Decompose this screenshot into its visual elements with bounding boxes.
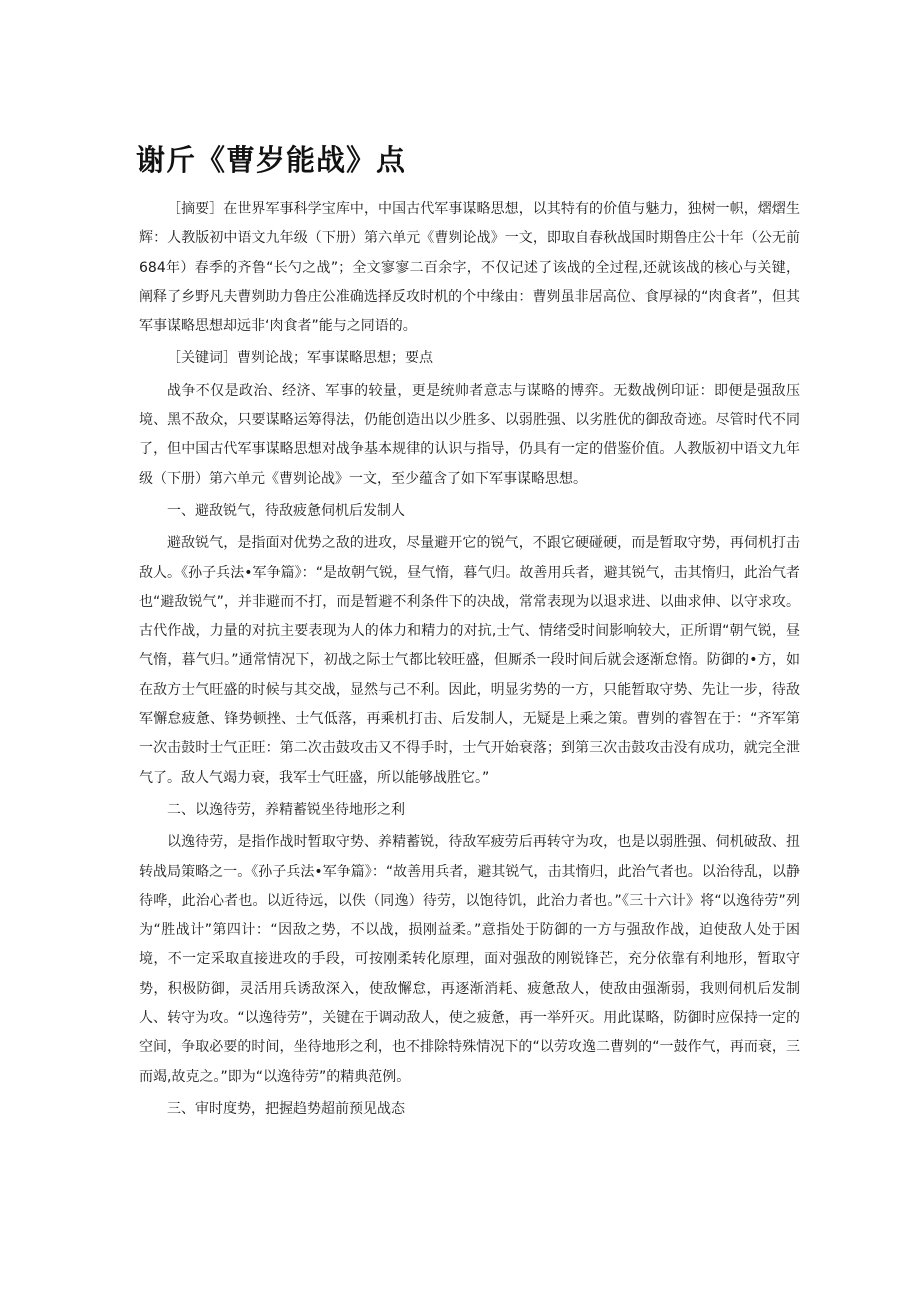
section-heading-3: 三、审时度势，把握趋势超前预见战态 xyxy=(167,1100,405,1117)
section-1-paragraph: 避敌锐气，是指面对优势之敌的进攻，尽量避开它的锐气，不跟它硬碰硬，而是暂取守势，再伺机打击敌人。《孙子兵法•军争篇》：“是故朝气锐，昼气惰，暮气归。故善用兵者，避其锐气，击其惰归，此治气者也“避敌锐气”，并非避而不打，而是暂避不利条件下的决战，常常表现为以退求进、以曲求伸、以守求攻。古代作战，力量的对抗主要表现为人的体力和精力的对抗,士气、情绪受时间影响较大，正所谓“朝气锐，昼气惰，暮气归。”通常情况下，初战之际士气都比较旺盛，但厮杀一段时间后就会逐渐怠惰。防御的•方，如在敌方士气旺盛的时候与其交战，显然与己不利。因此，明显劣势的一方，只能暂取守势、先让一步，待敌军懈怠疲惫、锋势顿挫、士气低落，再乘机打击、后发制人，无疑是上乘之策。曹刿的睿智在于：“齐军第一次击鼓时士气正旺：第二次击鼓攻击又不得手时，士气开始衰落；到第三次击鼓攻击没有成功，就完全泄气了。敌人气竭力衰，我军士气旺盛，所以能够战胜它。” xyxy=(139,535,800,786)
document-title: 谢斤《曹岁能战》点 xyxy=(136,143,407,177)
abstract-paragraph: ［摘要］在世界军事科学宝库中，中国古代军事谋略思想，以其特有的价值与魅力，独树一帜，熠熠生辉：人教版初中语文九年级（下册）第六单元《曹刿论战》一文，即取自春秋战国时期鲁庄公十年（公无前684年）春季的齐鲁“长勺之战”；全文寥寥二百余字，不仅记述了该战的全过程,还就该战的核心与关键，阐释了乡野凡夫曹刿助力鲁庄公准确选择反攻时机的个中缘由：曹刿虽非居高位、食厚禄的“肉食者”，但其军事谋略思想却远非‘肉食者”能与之同语的。 xyxy=(139,201,800,335)
document-body xyxy=(139,195,800,1127)
section-2-paragraph: 以逸待劳，是指作战时暂取守势、养精蓄锐，待敌军疲劳后再转守为攻，也是以弱胜强、伺机破敌、扭转战局策略之一。《孙子兵法•军争篇》：“故善用兵者，避其锐气，击其惰归，此治气者也。以治待乱，以静待哗，此治心者也。以近待远，以佚（同逸）待劳，以饱待饥，此治力者也。”《三十六计》将“以逸待劳”列为“胜战计”第四计：“因敌之势，不以战，损刚益柔。”意指处于防御的一方与强敌作战，迫使敌人处于困境，不一定采取直接进攻的手段，可按刚柔转化原理，面对强敌的刚锐锋芒，充分依靠有利地形，暂取守势，积极防御，灵活用兵诱敌深入，使敌懈怠，再逐渐消耗、疲惫敌人，使敌由强渐弱，我则伺机后发制人、转守为攻。“以逸待劳”，关键在于调动敌人，使之疲惫，再一举歼灭。用此谋略，防御时应保持一定的空间，争取必要的时间，坐待地形之利，也不排除特殊情况下的“以劳攻逸二曹刿的“一鼓作气，再而衰，三而竭,故克之。”即为“以逸待劳”的精典范例。 xyxy=(139,834,800,1085)
keywords-paragraph: ［关键词］曹刿论战；军事谋略思想；要点 xyxy=(167,350,433,367)
section-heading-1: 一、避敌锐气，待敌疲惫伺机后发制人 xyxy=(167,502,405,519)
intro-paragraph: 战争不仅是政治、经济、军事的较量，更是统帅者意志与谋略的博弈。无数战例印证：即便是强敌压境、黑不敌众，只要谋略运筹得法，仍能创造出以少胜多、以弱胜强、以劣胜优的御敌奇迹。尽管时代不同了，但中国古代军事谋略思想对战争基本规律的认识与指导，仍具有一定的借鉴价值。人教版初中语文九年级（下册）第六单元《曹刿论战》一文，至少蕴含了如下军事谋略思想。 xyxy=(139,382,800,487)
section-heading-2: 二、以逸待劳，养精蓄锐坐待地形之利 xyxy=(167,801,405,818)
